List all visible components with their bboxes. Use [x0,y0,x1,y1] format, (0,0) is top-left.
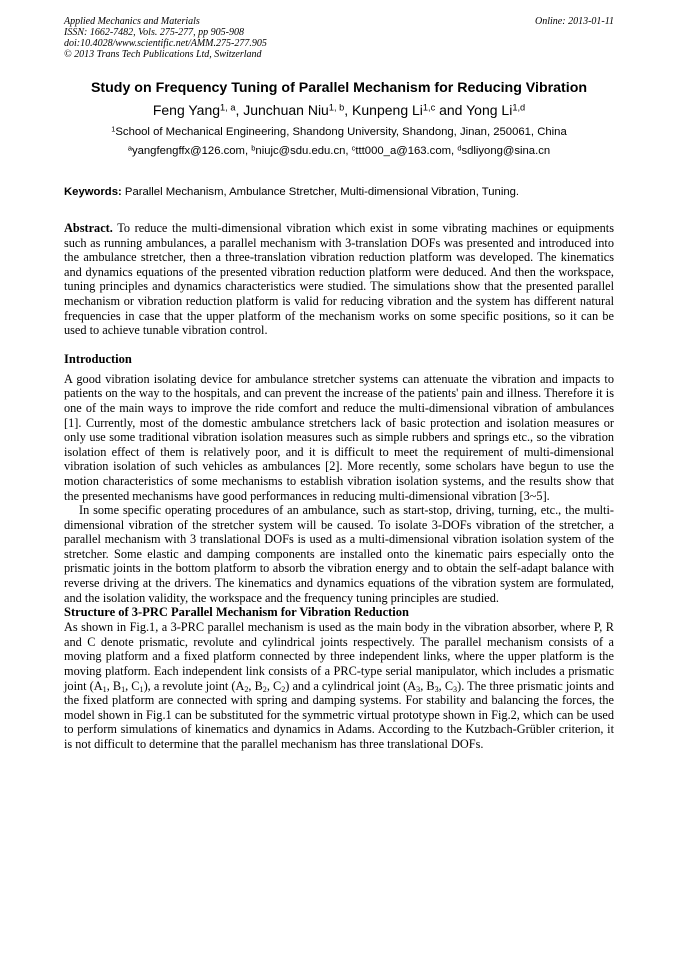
intro-paragraph-1: A good vibration isolating device for ambulance stretcher systems can attenuate the vibration and impacts to patients on the way to the hospitals, and can prevent the increase of the patients' pain and illness. Therefore it is one of the main ways to improve the ride comfort and reduce the multi-dimensional vibration of ambulances [1]. Currently, most of the domestic ambulance stretchers lack of basic protection and isolation measures or only use some traditional vibration isolation measures such as simple rubbers and springs etc., so the vibration isolation effect of them is relatively poor, and it is difficult to meet the requirement of multi-dimensional vibration isolation of such vehicles as ambulances [2]. More recently, some scholars have begun to use the motion characteristics of some mechanisms to establish vibration isolation systems, and the results show that the presented mechanisms have good performances in reducing multi-dimensional vibration [3~5]. [64,371,614,503]
email-list: $^a$yangfengffx@126.com, $^b$niujc@sdu.edu.cn, $^c$ttt000_a@163.com, $^d$sdliyong@sina.cn [127,143,551,157]
online-date: Online: 2013-01-11 [535,16,614,27]
paper-title: Study on Frequency Tuning of Parallel Mechanism for Reducing Vibration [90,80,588,96]
author: Yong Li$^{1,d}$ [466,102,526,118]
email-link: ttt000_a@163.com [355,145,452,157]
intro-paragraph-2: In some specific operating procedures of an ambulance, such as start-stop, driving, turning, etc., the multi-dimensional vibration of the stretcher system will be caused. To isolate 3-DOFs vibration of the stretcher, a parallel mechanism with 3 translational DOFs is used as a multi-dimensional vibration isolation system of the stretcher. Some elastic and damping components are installed onto the kinematic pairs especially onto the prismatic joints in the bottom platform to absorb the vibration energy and to obtain the self-adapt balance with reverse driving at the drivers. The kinematics and dynamics equations of the vibration system are formulated, and the isolation validity, the workspace and the frequency tuning principles are studied. [64,503,614,605]
keywords [64,185,614,200]
issn-line: ISSN: 1662-7482, Vols. 275-277, pp 905-908 [64,27,244,38]
copyright-line: © 2013 Trans Tech Publications Ltd, Switzerland [64,49,262,60]
abstract-label: Abstract. [64,221,113,235]
abstract [64,221,614,338]
abstract-text: To reduce the multi-dimensional vibration which exist in some vibrating machines or equipments such as running ambulances, a parallel mechanism with 3-translation DOFs was presented and introduced into the ambulance stretcher, then a three-translation vibration reduction platform was developed. The kinematics and dynamics equations of the presented vibration reduction platform were deduced. And then the workspace, tuning principles and dynamics characteristics were studied. The simulations show that the presented parallel mechanism or vibration reduction platform is valid for reducing vibration and the system has different natural frequencies in case that the upper platform of the mechanism works on some specific positions, so it can be used to achieve tunable vibration control. [64,221,614,338]
email-link: niujc@sdu.edu.cn [255,145,346,157]
email-link: yangfengffx@126.com [131,145,245,157]
author: Kunpeng Li$^{1,c}$ [352,102,436,118]
structure-paragraph-1: As shown in Fig.1, a 3-PRC parallel mechanism is used as the main body in the vibration absorber, where P, R and C denote prismatic, revolute and cylindrical joints respectively. The parallel mechanism consists of a moving platform and a fixed platform connected by three independent links, where the upper platform is the moving platform. Each independent link consists of a PRC-type serial manipulator, which includes a prismatic joint ($A_1$, $B_1$, $C_1$), a revolute joint ($A_2$, $B_2$, $C_2$) and a cylindrical joint ($A_3$, $B_3$, $C_3$). The three prismatic joints and the fixed platform are connected with spring and damping systems. For stability and balancing the forces, the model shown in Fig.1 can be substituted for the symmetric virtual prototype shown in Fig.2, which can be used to perform simulations of kinematics and dynamics in Adams. According to the Kutzbach-Grübler criterion, it is not difficult to determine that the parallel mechanism has three translational DOFs. [64,620,615,751]
author: Feng Yang$^{1, a}$ [152,102,236,118]
affiliation: $^1$School of Mechanical Engineering, Shandong University, Shandong, Jinan, 250061, China [111,124,567,138]
email-link: sdliyong@sina.cn [461,145,551,157]
journal-header [64,16,614,60]
doi-line: doi:10.4028/www.scientific.net/AMM.275-277.905 [64,38,267,49]
keywords-text: Parallel Mechanism, Ambulance Stretcher, Multi-dimensional Vibration, Tuning. [124,186,520,198]
section-heading-structure: Structure of 3-PRC Parallel Mechanism for Vibration Reduction [64,605,409,620]
keywords-label: Keywords: [64,186,122,198]
section-heading-introduction: Introduction [64,351,132,366]
author-list: Feng Yang$^{1, a}$, Junchuan Niu$^{1, b}$, Kunpeng Li$^{1,c}$ and Yong Li$^{1,d}$ [152,102,526,118]
journal-name: Applied Mechanics and Materials [64,16,200,27]
author: Junchuan Niu$^{1, b}$ [243,102,345,118]
